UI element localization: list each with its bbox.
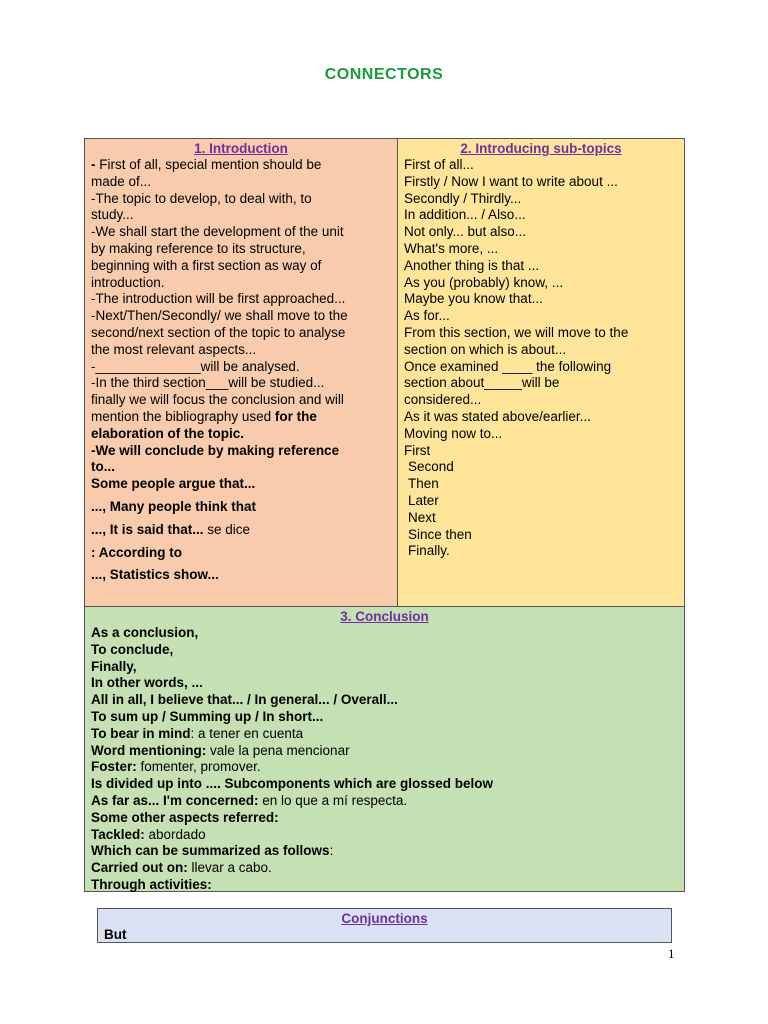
- conclusion-line: [91, 827, 678, 844]
- bold-text: -We will conclude by making reference: [91, 442, 340, 458]
- conclusion-line: [91, 726, 678, 743]
- subtopic-indented-line: Since then: [408, 526, 472, 542]
- subtopic-line: Moving now to...: [404, 425, 503, 441]
- text: en lo que a mí respecta.: [258, 792, 408, 808]
- text: mention the bibliography used: [91, 408, 275, 424]
- introduction-line: [91, 275, 391, 292]
- bold-text: In other words, ...: [91, 675, 203, 691]
- text: introduction.: [91, 274, 165, 290]
- page-title: CONNECTORS: [324, 66, 444, 83]
- conclusion-line: [91, 692, 678, 709]
- introduction-line: [91, 342, 391, 359]
- introduction-line: [91, 291, 391, 308]
- conclusion-line: [91, 709, 678, 726]
- introduction-line: [91, 157, 391, 174]
- bold-text: to...: [91, 459, 115, 475]
- subtopic-line: As you (probably) know, ...: [404, 274, 564, 290]
- conjunction-item: But: [104, 927, 127, 942]
- text: beginning with a first section as way of: [91, 257, 322, 273]
- text: se dice: [203, 521, 251, 537]
- bold-text: for the: [274, 408, 317, 424]
- bold-text: Carried out on:: [91, 860, 188, 876]
- subtopic-line: First of all...: [404, 157, 474, 172]
- subtopic-line: As for...: [404, 308, 450, 324]
- bold-text: Through activities:: [91, 876, 212, 892]
- conclusion-line: [91, 776, 678, 793]
- introduction-line: [91, 392, 391, 409]
- conjunctions-box: [97, 908, 672, 943]
- text: llevar a cabo.: [187, 860, 272, 876]
- introduction-spaced-line: [91, 522, 391, 539]
- subtopic-indented-line: Next: [408, 509, 436, 525]
- bold-text: Finally,: [91, 658, 137, 674]
- subtopic-line: section about_____will be: [404, 375, 560, 391]
- text: fomenter, promover.: [136, 759, 261, 775]
- text: by making reference to its structure,: [91, 240, 306, 256]
- subtopic-line: Firstly / Now I want to write about ...: [404, 173, 618, 189]
- bold-text: Some other aspects referred:: [91, 809, 279, 825]
- introduction-spaced-lines: [91, 493, 391, 584]
- subtopic-line: First: [404, 442, 431, 458]
- subtopics-cell: [398, 139, 684, 607]
- text: second/next section of the topic to analyse: [91, 324, 346, 340]
- subtopic-indented-line: Later: [408, 492, 439, 508]
- introduction-spaced-line: [91, 567, 391, 584]
- subtopic-line: Secondly / Thirdly...: [404, 190, 522, 206]
- subtopic-indented-line: Finally.: [408, 543, 450, 559]
- bold-text: Word mentioning:: [91, 742, 207, 758]
- bold-text: Is divided up into .... Subcomponents which are glossed below: [91, 776, 494, 792]
- subtopic-line: Not only... but also...: [404, 224, 527, 240]
- text: abordado: [144, 826, 206, 842]
- introduction-heading: 1. Introduction: [194, 141, 288, 156]
- text: :: [329, 843, 334, 859]
- text: -The introduction will be first approached...: [91, 291, 346, 307]
- bold-text: Which can be summarized as follows: [91, 843, 330, 859]
- conclusion-heading: 3. Conclusion: [340, 609, 429, 624]
- bold-text: To conclude,: [91, 641, 174, 657]
- introduction-line: [91, 375, 391, 392]
- introduction-line: [91, 359, 391, 376]
- introduction-line: [91, 443, 391, 460]
- text: -The topic to develop, to deal with, to: [91, 190, 312, 206]
- introduction-line: [91, 191, 391, 208]
- text: First of all, special mention should be: [99, 157, 322, 172]
- text: -______________will be analysed.: [91, 358, 300, 374]
- subtopics-lines: [404, 157, 678, 459]
- bold-text: As a conclusion,: [91, 625, 199, 640]
- connectors-table: [84, 138, 685, 892]
- subtopic-line: Maybe you know that...: [404, 291, 543, 307]
- subtopic-indented-line: Then: [408, 476, 439, 492]
- conclusion-line: [91, 810, 678, 827]
- bold-text: Foster:: [91, 759, 137, 775]
- text: : a tener en cuenta: [190, 725, 304, 741]
- bold-text: -: [91, 157, 100, 172]
- page-number: 1: [668, 946, 675, 961]
- introduction-line: [91, 476, 391, 493]
- conclusion-line: [91, 759, 678, 776]
- text: -Next/Then/Secondly/ we shall move to the: [91, 308, 348, 324]
- introduction-line: [91, 258, 391, 275]
- text: vale la pena mencionar: [206, 742, 350, 758]
- bold-text: ..., Statistics show...: [91, 567, 219, 583]
- conclusion-line: [91, 843, 678, 860]
- introduction-spaced-line: [91, 545, 391, 562]
- introduction-line: [91, 207, 391, 224]
- conclusion-line: [91, 877, 678, 894]
- subtopic-line: As it was stated above/earlier...: [404, 408, 591, 424]
- text: -We shall start the development of the unit: [91, 224, 344, 240]
- conclusion-line: [91, 860, 678, 877]
- subtopic-line: Once examined ____ the following: [404, 358, 612, 374]
- conclusion-lines: [91, 625, 678, 894]
- introduction-line: [91, 308, 391, 325]
- conclusion-line: [91, 793, 678, 810]
- bold-text: Tackled:: [91, 826, 145, 842]
- subtopic-indented-line: Second: [408, 459, 454, 475]
- subtopic-line: considered...: [404, 392, 482, 408]
- conclusion-line: [91, 743, 678, 760]
- bold-text: elaboration of the topic.: [91, 425, 245, 441]
- conclusion-line: [91, 659, 678, 676]
- introduction-line: [91, 224, 391, 241]
- subtopic-line: In addition... / Also...: [404, 207, 526, 223]
- text: study...: [91, 207, 134, 223]
- introduction-line: [91, 426, 391, 443]
- introduction-line: [91, 325, 391, 342]
- bold-text: Some people argue that...: [91, 476, 256, 492]
- bold-text: To bear in mind: [91, 725, 191, 741]
- bold-text: ..., It is said that...: [91, 521, 204, 537]
- text: made of...: [91, 173, 152, 189]
- bold-text: ..., Many people think that: [91, 498, 257, 514]
- introduction-line: [91, 174, 391, 191]
- subtopic-line: From this section, we will move to the: [404, 324, 629, 340]
- text: -In the third section___will be studied...: [91, 375, 325, 391]
- text: the most relevant aspects...: [91, 341, 257, 357]
- bold-text: As far as... I'm concerned:: [91, 792, 259, 808]
- introduction-line: [91, 459, 391, 476]
- introduction-lines: [91, 157, 391, 493]
- subtopics-heading: 2. Introducing sub-topics: [460, 141, 622, 156]
- introduction-cell: [85, 139, 398, 607]
- subtopic-line: section on which is about...: [404, 341, 567, 357]
- conclusion-line: [91, 642, 678, 659]
- conclusion-line: [91, 675, 678, 692]
- subtopics-indented-lines: [404, 459, 678, 560]
- introduction-line: [91, 241, 391, 258]
- bold-text: To sum up / Summing up / In short...: [91, 708, 324, 724]
- conclusion-cell: [85, 607, 684, 891]
- introduction-line: [91, 409, 391, 426]
- conjunctions-heading: Conjunctions: [341, 911, 428, 926]
- bold-text: All in all, I believe that... / In general... / Overall...: [91, 692, 398, 708]
- bold-text: : According to: [91, 544, 182, 560]
- subtopic-line: What's more, ...: [404, 240, 499, 256]
- text: finally we will focus the conclusion and will: [91, 392, 344, 408]
- conclusion-line: [91, 625, 678, 642]
- introduction-spaced-line: [91, 499, 391, 516]
- subtopic-line: Another thing is that ...: [404, 257, 540, 273]
